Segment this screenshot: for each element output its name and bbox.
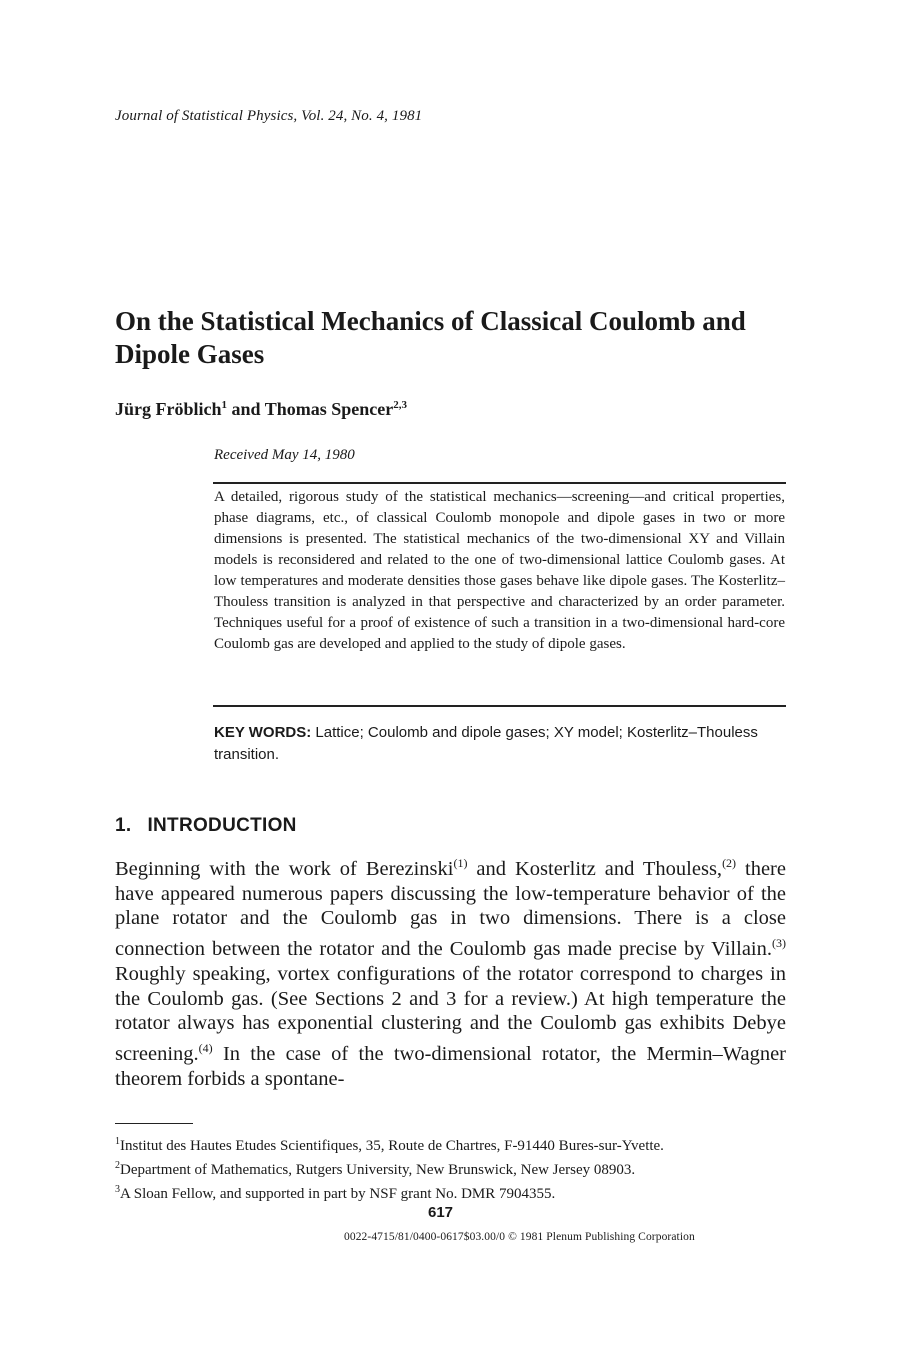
footnote-text-2: Department of Mathematics, Rutgers University, New Brunswick, New Jersey 08903. (120, 1162, 636, 1178)
footnote-rule (115, 1123, 193, 1124)
intro-text-2: and Kosterlitz and Thouless, (467, 857, 723, 880)
citation-ref-1: (1) (453, 856, 468, 870)
keywords (214, 722, 786, 766)
author-line (115, 399, 407, 420)
footnote-mark-3: 3 (115, 1184, 120, 1195)
intro-text-1: Beginning with the work of Berezinski (115, 857, 454, 880)
footnote-mark-1: 1 (115, 1136, 120, 1147)
copyright-line: 0022-4715/81/0400-0617$03.00/0 © 1981 Plenum Publishing Corporation (344, 1231, 695, 1243)
author-affiliation-2: 2,3 (393, 399, 407, 411)
footnote-text-3: A Sloan Fellow, and supported in part by NSF grant No. DMR 7904355. (120, 1186, 556, 1202)
footnote-1 (115, 1132, 795, 1156)
keywords-text: Lattice; Coulomb and dipole gases; XY model; Kosterlitz–Thouless transition. (214, 724, 758, 763)
author-name-2: Thomas Spencer (264, 399, 394, 419)
received-date: Received May 14, 1980 (214, 447, 355, 463)
section-title: INTRODUCTION (147, 815, 297, 836)
section-heading (115, 815, 297, 837)
abstract-top-rule (213, 482, 786, 484)
page-number: 617 (428, 1204, 454, 1221)
footnote-mark-2: 2 (115, 1160, 120, 1171)
abstract-bottom-rule (213, 705, 786, 707)
citation-ref-2: (2) (722, 856, 737, 870)
citation-ref-3: (3) (772, 936, 786, 951)
footnotes (115, 1132, 795, 1204)
author-name-1: Jürg Fröblich (115, 399, 222, 419)
author-connector: and (231, 399, 261, 419)
footnote-3 (115, 1180, 795, 1204)
paper-title: On the Statistical Mechanics of Classical Coulomb and Dipole Gases (115, 306, 746, 369)
section-number: 1. (115, 815, 132, 836)
keywords-label: KEY WORDS: (214, 724, 312, 741)
journal-citation: Journal of Statistical Physics, Vol. 24, No. 4, 1981 (115, 108, 423, 124)
abstract-text: A detailed, rigorous study of the statistical mechanics—screening—and critical properties, phase diagrams, etc., of classical Coulomb monopole and dipole gases in two or more dimensions is presented. The statistical mechanics of the two-dimensional XY and Villain models is reconsidered and related to the one of two-dimensional lattice Coulomb gases. At low temperatures and moderate densities those gases behave like dipole gases. The Kosterlitz–Thouless transition is analyzed in that perspective and characterized by an order parameter. Techniques useful for a proof of existence of such a transition in a two-dimensional hard-core Coulomb gas are developed and applied to the study of dipole gases. (214, 489, 785, 652)
intro-text-3: there have appeared numerous papers discussing the low-temperature behavior of the plane rotator and the Coulomb gas in two dimensions. There is a close connection between the rotator and the Coulomb gas made precise by Villain. (115, 857, 786, 961)
footnote-2 (115, 1156, 795, 1180)
author-affiliation-1: 1 (221, 399, 227, 411)
citation-ref-4: (4) (198, 1041, 213, 1056)
intro-text-4: Roughly speaking, vortex configurations of the rotator correspond to charges in the Coulomb gas. (See Sections 2 and 3 for a review.) At high temperature the rotator always has exponential clustering and the Coulomb gas exhibits Debye screening. (115, 962, 786, 1066)
intro-text-5: In the case of the two-dimensional rotator, the Mermin–Wagner theorem forbids a spontane- (115, 1043, 786, 1090)
introduction-paragraph (115, 851, 786, 1092)
footnote-text-1: Institut des Hautes Etudes Scientifiques, 35, Route de Chartres, F-91440 Bures-sur-Yvette. (120, 1138, 664, 1154)
